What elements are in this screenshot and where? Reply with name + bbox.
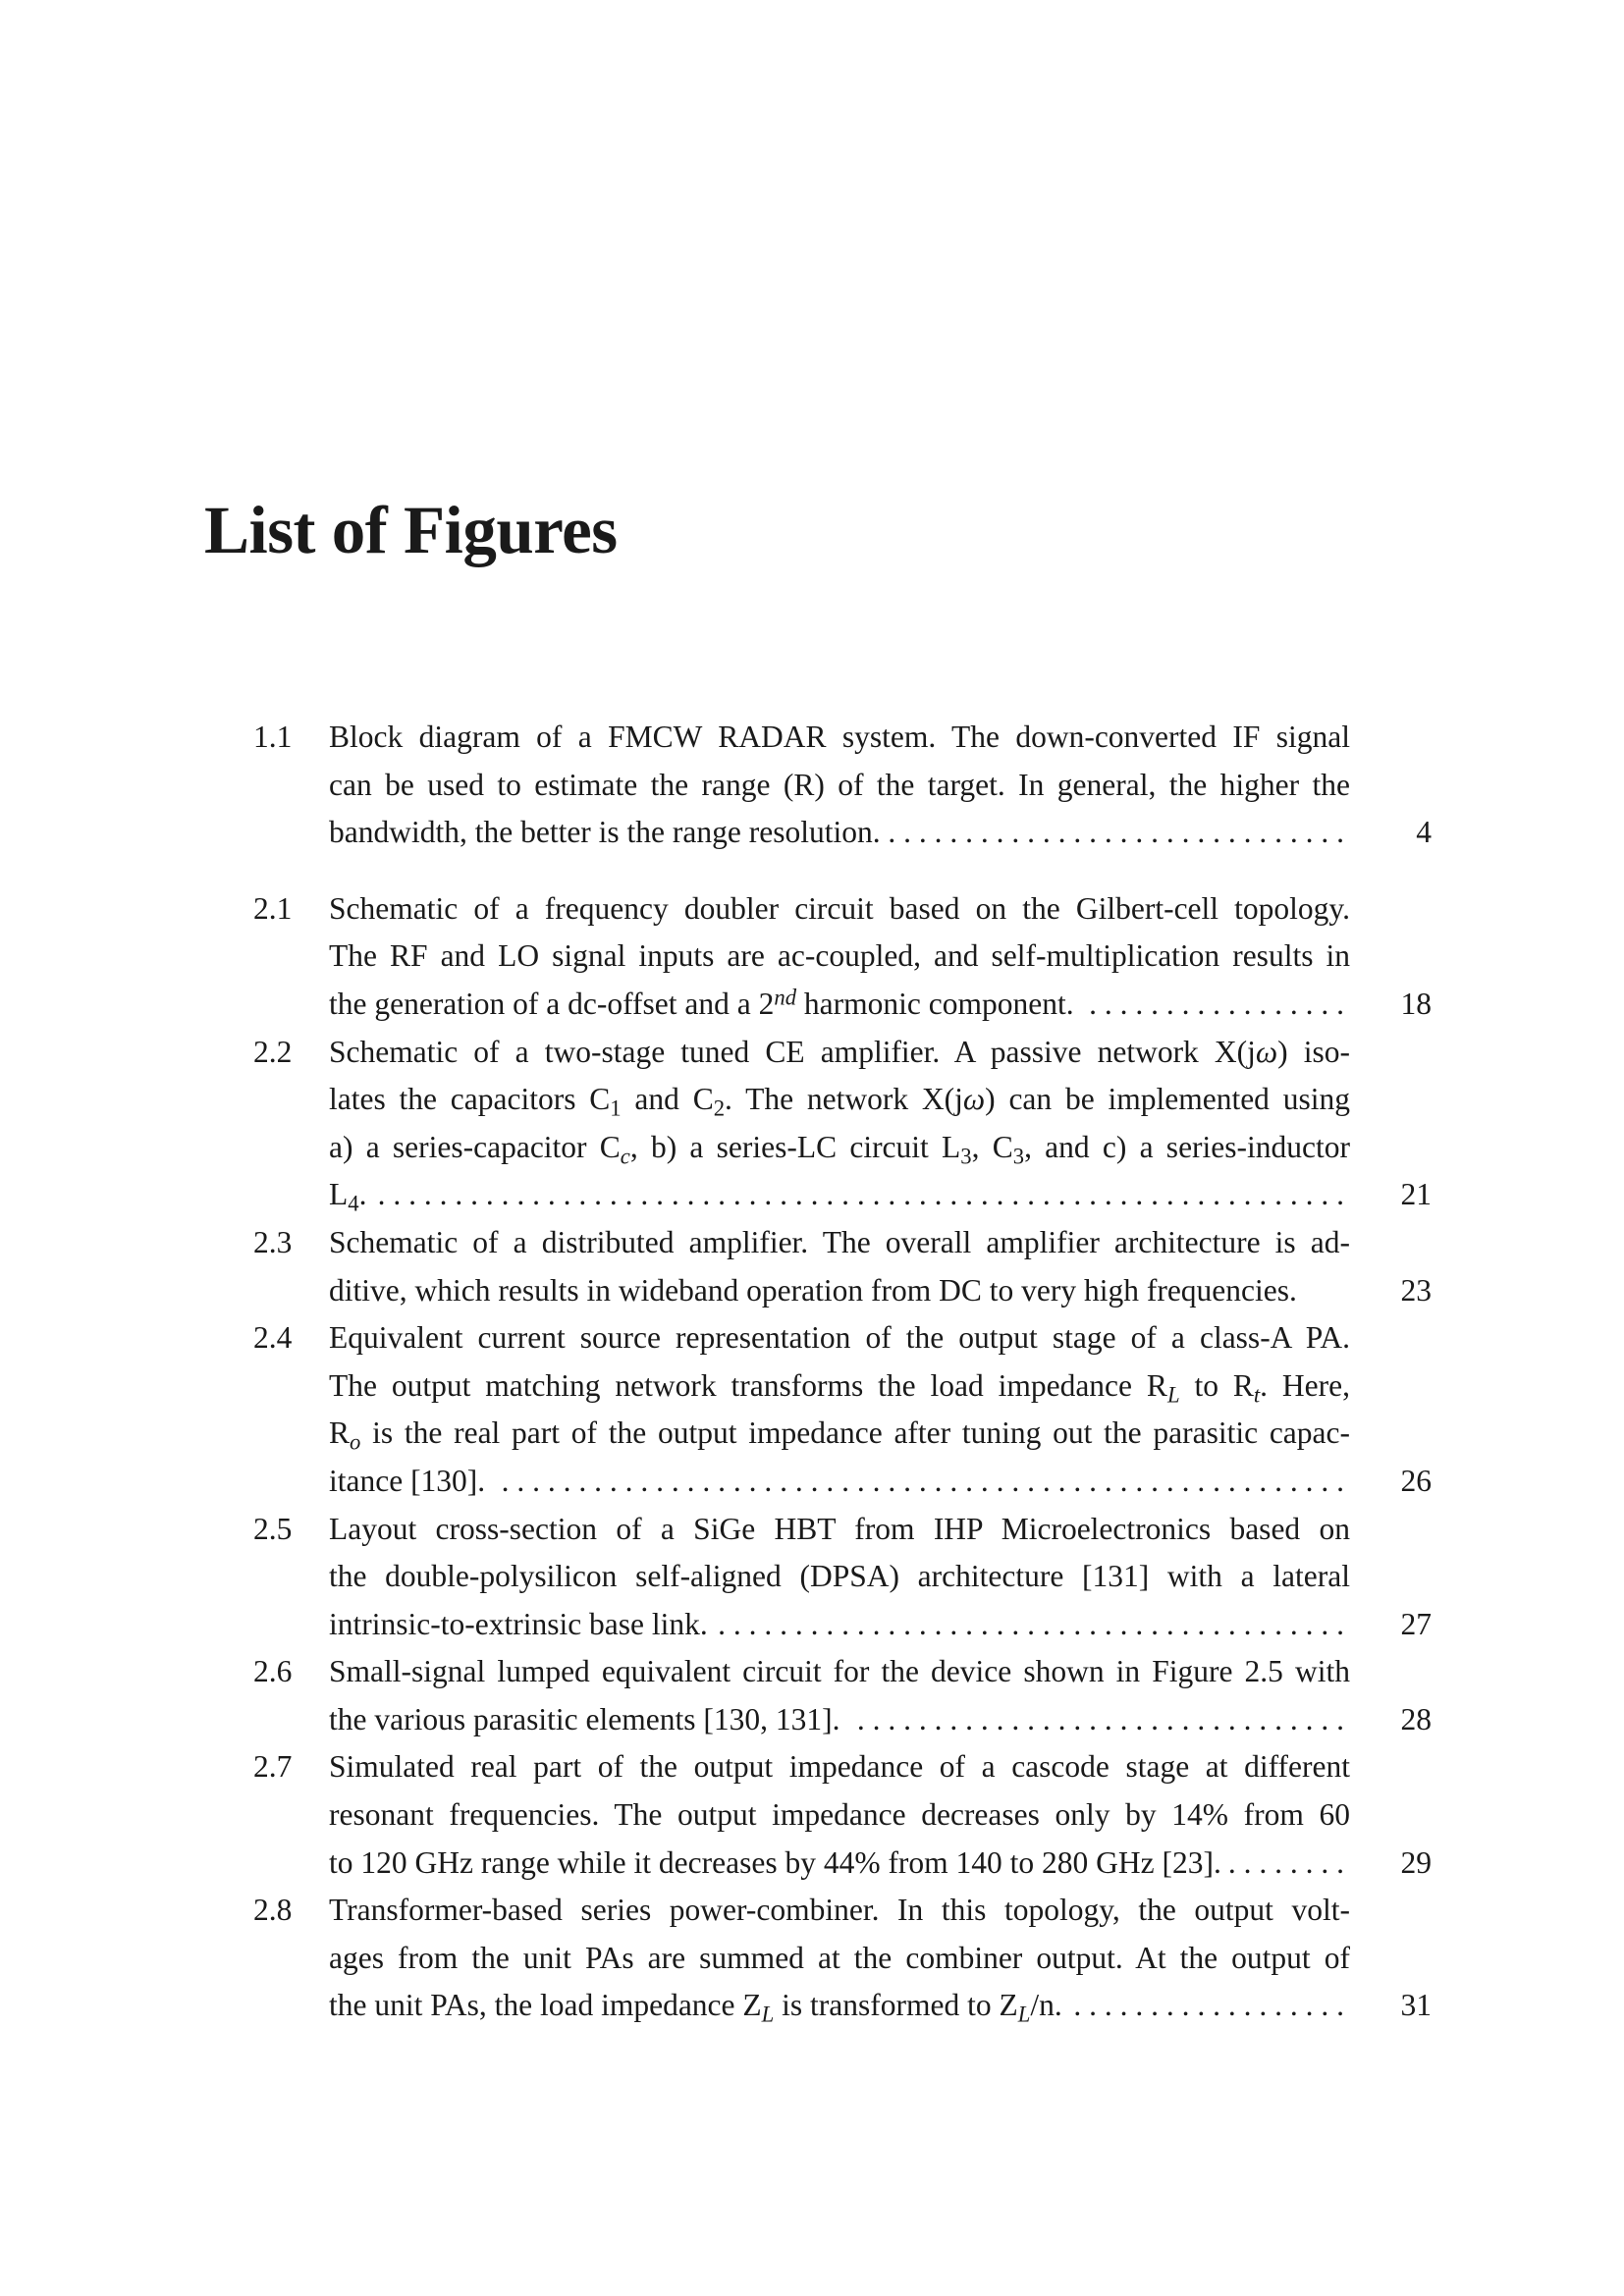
- figure-number: 2.4: [253, 1320, 293, 1356]
- caption-line: lates the capacitors $C_1$ and $C_2$. The network X(jω) can be implemented using: [329, 1082, 1350, 1121]
- page-title: List of Figures: [204, 493, 618, 567]
- caption-line: ages from the unit PAs are summed at the combiner output. At the output of: [329, 1940, 1350, 1975]
- caption-line: Simulated real part of the output impedance of a cascode stage at different: [329, 1749, 1350, 1785]
- figure-number: 2.7: [253, 1749, 293, 1785]
- figure-number: 2.5: [253, 1511, 293, 1546]
- caption-line: itance [130].: [329, 1463, 486, 1498]
- caption-line: Schematic of a distributed amplifier. The overall amplifier architecture is ad-: [329, 1224, 1350, 1259]
- caption-line: a) a series-capacitor $C_c$, b) a series-LC circuit $L_3$, $C_3$, and c) a series-inductor: [329, 1129, 1350, 1169]
- figure-entry-2-7[interactable]: [253, 1743, 1432, 1887]
- figure-entry-1-1[interactable]: [253, 714, 1432, 857]
- caption-line: to 120 GHz range while it decreases by 44% from 140 to 280 GHz [23].: [329, 1844, 1221, 1880]
- figure-entry-2-8[interactable]: [253, 1887, 1432, 2030]
- caption-line: intrinsic-to-extrinsic base link.: [329, 1606, 708, 1641]
- figure-number: 2.8: [253, 1893, 293, 1928]
- caption-line: $R_o$ is the real part of the output impedance after tuning out the parasitic capac-: [329, 1415, 1350, 1455]
- figure-number: 2.1: [253, 890, 293, 926]
- page-number[interactable]: 23: [1400, 1272, 1432, 1308]
- caption-line: the generation of a dc-offset and a 2nd harmonic component.: [329, 985, 1074, 1021]
- figure-entry-2-2[interactable]: [253, 1029, 1432, 1219]
- dot-leader: [374, 1171, 1344, 1219]
- page-number[interactable]: 18: [1400, 986, 1432, 1021]
- page-number[interactable]: 27: [1400, 1606, 1432, 1641]
- list-of-figures: [253, 714, 1432, 2030]
- caption-line: Layout cross-section of a SiGe HBT from IHP Microelectronics based on: [329, 1511, 1350, 1546]
- dot-leader: [847, 1696, 1344, 1744]
- caption-line: Small-signal lumped equivalent circuit for the device shown in Figure 2.5 with: [329, 1654, 1350, 1689]
- figure-entry-2-4[interactable]: [253, 1314, 1432, 1505]
- caption-line: The RF and LO signal inputs are ac-coupled, and self-multiplication results in: [329, 938, 1350, 974]
- dot-leader: [1082, 981, 1344, 1029]
- caption-line: the unit PAs, the load impedance $Z_L$ is transformed to $Z_L/n$.: [329, 1988, 1062, 2027]
- page-number[interactable]: 31: [1400, 1988, 1432, 2023]
- dot-leader: [1229, 1840, 1344, 1888]
- dot-leader: [1070, 1982, 1344, 2030]
- caption-line: Schematic of a two-stage tuned CE amplifier. A passive network X(jω) iso-: [329, 1034, 1350, 1069]
- caption-line: Block diagram of a FMCW RADAR system. The down-converted IF signal: [329, 720, 1350, 754]
- caption-line: resonant frequencies. The output impedance decreases only by 14% from 60: [329, 1797, 1350, 1833]
- caption-line: bandwidth, the better is the range resolution.: [329, 815, 881, 850]
- page-number[interactable]: 21: [1400, 1177, 1432, 1212]
- caption-line: the various parasitic elements [130, 131].: [329, 1701, 840, 1736]
- caption-line: can be used to estimate the range (R) of the target. In general, the higher the: [329, 767, 1350, 802]
- figure-number: 1.1: [253, 720, 293, 754]
- page-number[interactable]: 26: [1400, 1463, 1432, 1498]
- figure-entry-2-6[interactable]: [253, 1648, 1432, 1743]
- figure-entry-2-3[interactable]: [253, 1219, 1432, 1314]
- caption-line: Equivalent current source representation of the output stage of a class-A PA.: [329, 1320, 1350, 1356]
- dot-leader: [889, 809, 1344, 857]
- figure-entry-2-5[interactable]: [253, 1506, 1432, 1649]
- page-number[interactable]: 4: [1416, 815, 1432, 850]
- dot-leader: [493, 1458, 1344, 1506]
- caption-line: $L_4$.: [329, 1177, 367, 1216]
- caption-line: Schematic of a frequency doubler circuit based on the Gilbert-cell topology.: [329, 890, 1350, 926]
- figure-entry-2-1[interactable]: [253, 885, 1432, 1029]
- page-number[interactable]: 28: [1400, 1701, 1432, 1736]
- figure-number: 2.6: [253, 1654, 293, 1689]
- caption-line: The output matching network transforms the load impedance $R_L$ to $R_t$. Here,: [329, 1367, 1350, 1408]
- caption-line: ditive, which results in wideband operation from DC to very high frequencies.: [329, 1272, 1297, 1308]
- figure-number: 2.2: [253, 1034, 293, 1069]
- page-number[interactable]: 29: [1400, 1844, 1432, 1880]
- caption-line: the double-polysilicon self-aligned (DPSA) architecture [131] with a lateral: [329, 1559, 1350, 1594]
- caption-line: Transformer-based series power-combiner. In this topology, the output volt-: [329, 1893, 1350, 1928]
- figure-number: 2.3: [253, 1224, 293, 1259]
- dot-leader: [716, 1601, 1344, 1649]
